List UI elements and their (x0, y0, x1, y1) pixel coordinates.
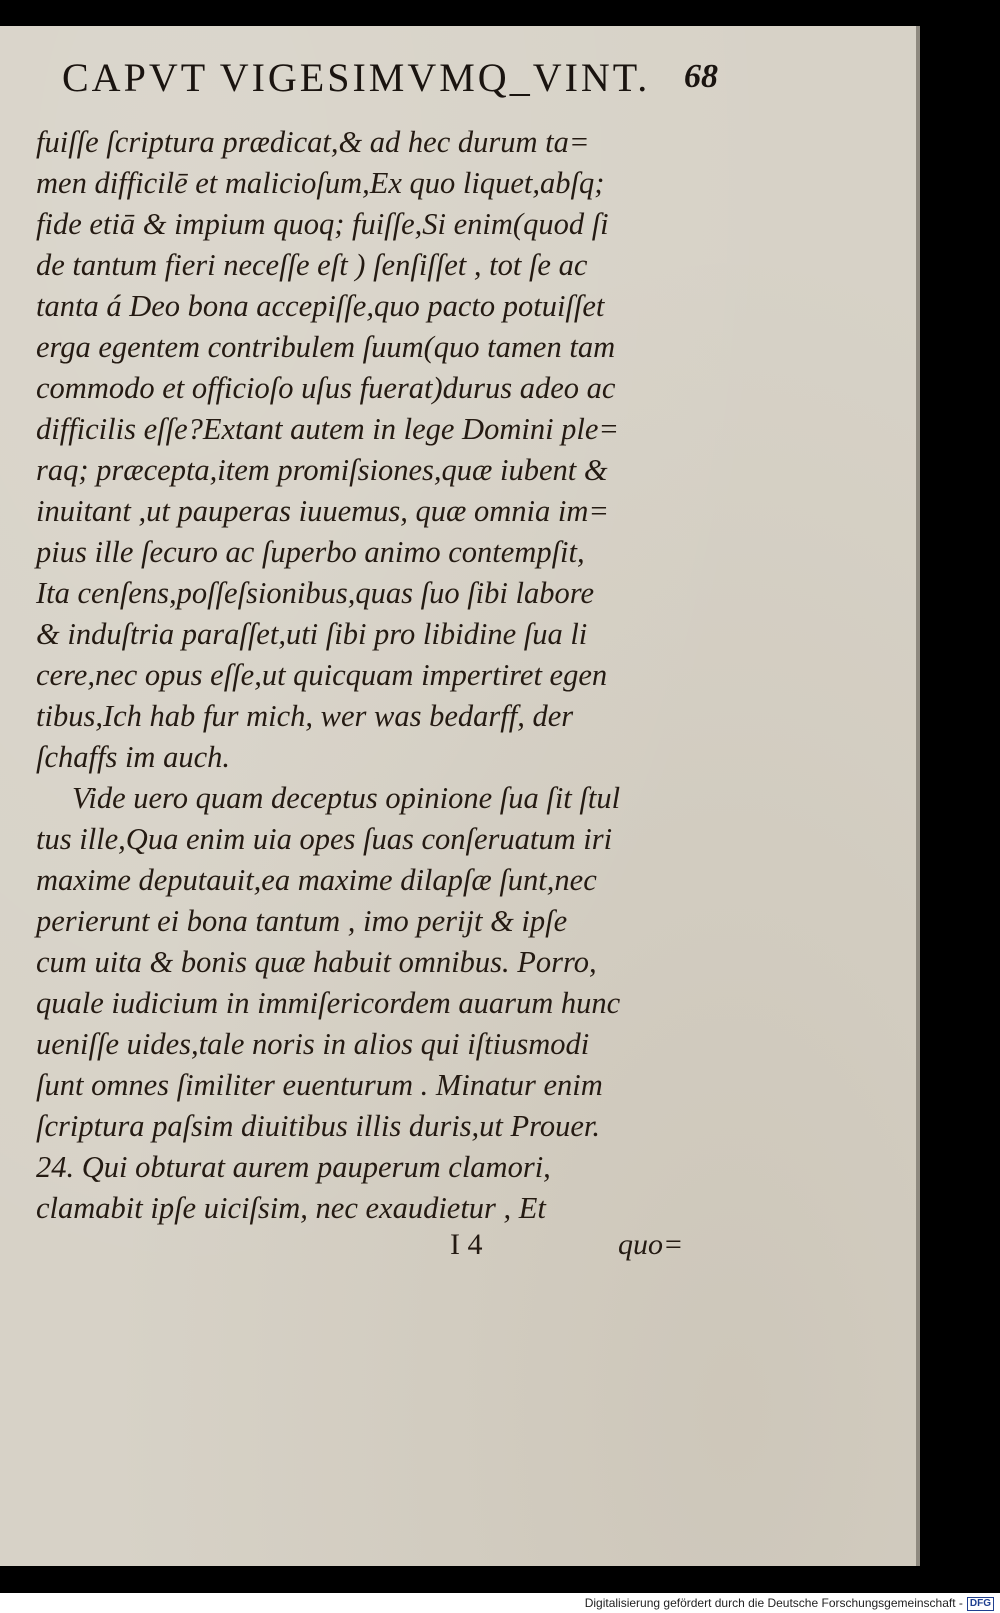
text-line: ſchaffs im auch. (36, 740, 230, 774)
text-line: ueniſſe uides,tale noris in alios qui iſtiusmodi (36, 1027, 590, 1061)
text-line: men difficilē et malicioſum,Ex quo liquet,abſq; (36, 166, 605, 200)
text-line: difficilis eſſe?Extant autem in lege Domini ple= (36, 412, 620, 446)
text-line: raq; præcepta,item promiſsiones,quæ iubent & (36, 453, 608, 487)
text-line: tibus,Ich hab fur mich, wer was bedarff, der (36, 699, 574, 733)
text-line: & induſtria paraſſet,uti ſibi pro libidine ſua li (36, 617, 588, 651)
text-line: 24. Qui obturat aurem pauperum clamori, (36, 1150, 551, 1184)
running-header: CAPVT VIGESIMVMQ_VINT. (62, 55, 651, 100)
text-line: pius ille ſecuro ac ſuperbo animo contempſit, (36, 535, 585, 569)
text-line: cum uita & bonis quæ habuit omnibus. Porro, (36, 945, 597, 979)
text-line: fuiſſe ſcriptura prædicat,& ad hec durum ta= (36, 125, 590, 159)
text-line: tanta á Deo bona accepiſſe,quo pacto potuiſſet (36, 289, 605, 323)
dfg-logo: DFG (967, 1597, 994, 1611)
text-line: cere,nec opus eſſe,ut quicquam impertiret egen (36, 658, 608, 692)
text-line: de tantum fieri neceſſe eſt ) ſenſiſſet , tot ſe ac (36, 248, 588, 282)
text-line: perierunt ei bona tantum , imo perijt & ipſe (36, 904, 568, 938)
page-footer-marks (450, 1228, 710, 1268)
page-edge (916, 26, 920, 1566)
digitization-footer (0, 1593, 1000, 1613)
text-line: inuitant ,ut pauperas iuuemus, quæ omnia im= (36, 494, 609, 528)
text-line: clamabit ipſe uiciſsim, nec exaudietur , Et (36, 1191, 546, 1225)
text-line: Ita cenſens,poſſeſsionibus,quas ſuo ſibi labore (36, 576, 594, 610)
catchword: quo= (618, 1228, 684, 1261)
text-line: ſcriptura paſsim diuitibus illis duris,ut Prouer. (36, 1109, 601, 1143)
text-line: maxime deputauit,ea maxime dilapſæ ſunt,nec (36, 863, 597, 897)
text-line: tus ille,Qua enim uia opes ſuas conſeruatum iri (36, 822, 613, 856)
text-line: commodo et officioſo uſus fuerat)durus adeo ac (36, 371, 616, 405)
body-text (36, 122, 696, 1229)
text-line: fide etiā & impium quoq; fuiſſe,Si enim(quod ſi (36, 207, 609, 241)
text-line: Vide uero quam deceptus opinione ſua ſit ſtul (72, 781, 621, 815)
text-line: ſunt omnes ſimiliter euenturum . Minatur enim (36, 1068, 603, 1102)
page-number: 68 (684, 58, 718, 95)
text-line: erga egentem contribulem ſuum(quo tamen tam (36, 330, 616, 364)
footer-credit: Digitalisierung gefördert durch die Deutsche Forschungsgemeinschaft - (584, 1596, 963, 1610)
signature-mark: I 4 (450, 1228, 483, 1261)
text-line: quale iudicium in immiſericordem auarum hunc (36, 986, 621, 1020)
